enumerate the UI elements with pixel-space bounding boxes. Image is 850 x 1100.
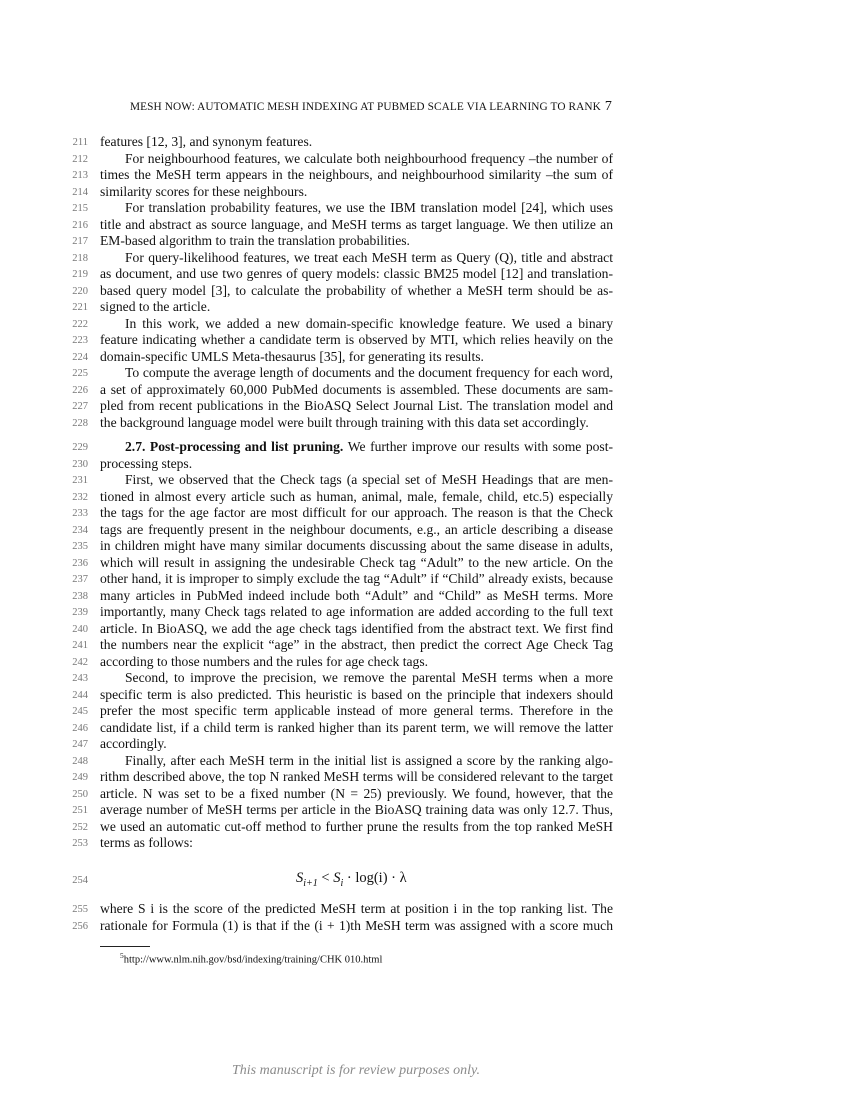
line-body: based query model [3], to calculate the probability of whether a MeSH term should be as- xyxy=(100,282,613,298)
line-number: 233 xyxy=(72,508,88,519)
text-line xyxy=(0,456,850,473)
line-number: 231 xyxy=(72,475,88,486)
line-body: Finally, after each MeSH term in the initial list is assigned a score by the ranking algo- xyxy=(125,752,613,768)
line-number: 227 xyxy=(72,401,88,412)
line-number: 219 xyxy=(72,269,88,280)
text-line xyxy=(0,283,850,300)
line-text xyxy=(100,555,613,572)
line-number: 245 xyxy=(72,706,88,717)
line-text xyxy=(100,439,613,456)
line-text xyxy=(100,200,613,217)
section-heading: 2.7. Post-processing and list pruning. xyxy=(125,439,348,454)
line-body: signed to the article. xyxy=(100,299,211,314)
body-text xyxy=(0,134,850,852)
line-number: 255 xyxy=(72,904,88,915)
text-line xyxy=(0,538,850,555)
text-line xyxy=(0,720,850,737)
text-line xyxy=(0,802,850,819)
line-text xyxy=(100,233,613,250)
line-number: 212 xyxy=(72,153,88,165)
line-body: many articles in PubMed indeed include both “Adult” and “Child” as MeSH terms. More xyxy=(100,587,613,603)
line-number: 251 xyxy=(72,805,88,816)
text-line xyxy=(0,332,850,349)
footnote-url: http://www.nlm.nih.gov/bsd/indexing/training/CHK 010.html xyxy=(123,954,383,966)
line-text xyxy=(100,415,613,432)
text-line xyxy=(0,604,850,621)
line-number: 248 xyxy=(72,755,88,767)
line-text xyxy=(100,167,613,184)
line-number: 241 xyxy=(72,640,88,651)
text-line xyxy=(0,200,850,217)
line-body: feature indicating whether a candidate term is observed by MTI, which relies heavily on the xyxy=(100,332,613,347)
line-text xyxy=(100,835,613,852)
line-number: 229 xyxy=(72,442,88,453)
text-line xyxy=(0,299,850,316)
running-title: MESH NOW: AUTOMATIC MESH INDEXING AT PUBMED SCALE VIA LEARNING TO RANK xyxy=(130,101,601,113)
line-body: which will result in assigning the undesirable Check tag “Adult” to the new article. On the xyxy=(100,554,613,570)
line-number: 232 xyxy=(72,491,88,503)
line-body: prefer the most specific term applicable instead of more general terms. Therefore in the xyxy=(100,703,613,718)
running-header xyxy=(130,101,612,113)
line-body: average number of MeSH terms per article in the BioASQ training data was only 12.7. Thus, xyxy=(100,802,613,817)
body-text-tail xyxy=(0,901,850,934)
text-line xyxy=(0,835,850,852)
line-body: importantly, many Check tags related to age information are added according to the full text xyxy=(100,604,613,619)
text-line xyxy=(0,637,850,654)
line-text xyxy=(100,398,613,415)
line-text xyxy=(100,786,613,803)
text-line xyxy=(0,415,850,432)
line-number: 243 xyxy=(72,673,88,684)
line-number: 238 xyxy=(72,590,88,602)
line-body: the numbers near the explicit “age” in the abstract, then predict the correct Age Check Tag xyxy=(100,637,613,652)
line-body: accordingly. xyxy=(100,736,167,751)
footnote-mark: 5 xyxy=(120,951,124,960)
text-line xyxy=(0,769,850,786)
line-number: 234 xyxy=(72,524,88,536)
text-line xyxy=(0,266,850,283)
line-text xyxy=(100,456,613,473)
line-number: 246 xyxy=(72,722,88,734)
line-body: as document, and use two genres of query models: classic BM25 model [12] and translation- xyxy=(100,266,613,281)
line-text xyxy=(100,522,613,539)
line-text xyxy=(100,316,613,333)
line-number: 252 xyxy=(72,821,88,833)
line-text xyxy=(100,720,613,737)
line-text xyxy=(100,819,613,836)
line-body: the background language model were built through training with this data set accordingly. xyxy=(100,414,589,430)
line-body: the tags for the age factor are most difficult for our approach. The reason is that the Check xyxy=(100,505,613,520)
line-body: rationale for Formula (1) is that if the (i + 1)th MeSH term was assigned with a score much xyxy=(100,917,613,933)
line-text xyxy=(100,299,613,316)
line-text xyxy=(100,538,613,555)
equation-line xyxy=(0,870,850,890)
line-text xyxy=(100,654,613,671)
line-body: We further improve our results with some post- xyxy=(347,439,614,454)
line-number: 237 xyxy=(72,574,88,585)
line-text xyxy=(100,505,613,522)
line-text xyxy=(100,489,613,506)
line-text xyxy=(100,637,613,654)
equation: $S_{i+1} < S_i \cdot \log(i) \cdot \lambda$ xyxy=(296,870,407,889)
footnote xyxy=(120,951,382,966)
line-number: 250 xyxy=(72,788,88,800)
line-text xyxy=(100,184,613,201)
text-line xyxy=(0,184,850,201)
line-body: For neighbourhood features, we calculate both neighbourhood frequency –the number of xyxy=(125,150,613,166)
text-line xyxy=(0,621,850,638)
line-number: 247 xyxy=(72,739,88,750)
text-line xyxy=(0,901,850,918)
line-number: 218 xyxy=(72,252,88,264)
text-line xyxy=(0,217,850,234)
text-line xyxy=(0,316,850,333)
line-text xyxy=(100,217,613,234)
line-number: 240 xyxy=(72,623,88,635)
line-body: similarity scores for these neighbours. xyxy=(100,183,308,199)
line-number: 239 xyxy=(72,607,88,618)
line-body: tags are frequently present in the neighbour documents, e.g., an article describing a disease xyxy=(100,521,613,537)
line-text xyxy=(100,588,613,605)
line-number: 253 xyxy=(72,838,88,849)
text-line xyxy=(0,167,850,184)
line-number: 244 xyxy=(72,689,88,701)
text-line xyxy=(0,233,850,250)
line-number: 236 xyxy=(72,557,88,569)
line-text xyxy=(100,571,613,588)
line-number: 249 xyxy=(72,772,88,783)
line-number: 215 xyxy=(72,203,88,214)
line-body: in children might have many similar documents discussing about the same disease in adults, xyxy=(100,538,613,553)
text-line xyxy=(0,151,850,168)
line-number: 228 xyxy=(72,417,88,429)
line-number: 213 xyxy=(72,170,88,181)
line-text xyxy=(100,266,613,283)
line-number: 254 xyxy=(72,875,88,886)
line-body: we used an automatic cut-off method to further prune the results from the top ranked MeSH xyxy=(100,818,613,834)
line-body: title and abstract as source language, and MeSH terms as target language. We then utilize an xyxy=(100,216,613,232)
line-body: To compute the average length of documents and the document frequency for each word, xyxy=(125,365,613,380)
text-line xyxy=(0,505,850,522)
line-number: 256 xyxy=(72,920,88,932)
line-body: other hand, it is improper to simply exclude the tag “Adult” if “Child” already exists, because xyxy=(100,571,613,586)
line-number: 242 xyxy=(72,656,88,668)
line-text xyxy=(100,736,613,753)
line-body: terms as follows: xyxy=(100,835,193,850)
line-body: EM-based algorithm to train the translation probabilities. xyxy=(100,233,410,248)
line-number: 224 xyxy=(72,351,88,363)
line-body: times the MeSH term appears in the neighbours, and neighbourhood similarity –the sum of xyxy=(100,167,613,182)
line-text xyxy=(100,134,613,151)
review-notice: This manuscript is for review purposes only. xyxy=(232,1063,480,1078)
text-line xyxy=(0,687,850,704)
line-body: candidate list, if a child term is ranked higher than its parent term, we will remove the latter xyxy=(100,719,613,735)
line-number: 216 xyxy=(72,219,88,231)
line-text xyxy=(100,687,613,704)
line-text xyxy=(100,918,613,935)
line-number: 220 xyxy=(72,285,88,297)
text-line xyxy=(0,588,850,605)
line-text xyxy=(100,332,613,349)
line-text xyxy=(100,802,613,819)
line-text xyxy=(100,901,613,918)
line-text xyxy=(100,621,613,638)
line-number: 222 xyxy=(72,318,88,330)
footnote-rule xyxy=(100,946,150,947)
line-number: 225 xyxy=(72,368,88,379)
text-line xyxy=(0,489,850,506)
line-body: First, we observed that the Check tags (a special set of MeSH Headings that are men- xyxy=(125,472,613,487)
line-text xyxy=(100,604,613,621)
text-line xyxy=(0,670,850,687)
text-line xyxy=(0,819,850,836)
line-body: For translation probability features, we use the IBM translation model [24], which uses xyxy=(125,200,613,215)
line-text xyxy=(100,769,613,786)
line-number: 217 xyxy=(72,236,88,247)
line-body: Second, to improve the precision, we remove the parental MeSH terms when a more xyxy=(125,670,613,685)
page-number: 7 xyxy=(604,99,612,114)
line-body: domain-specific UMLS Meta-thesaurus [35], for generating its results. xyxy=(100,348,484,364)
text-line xyxy=(0,786,850,803)
section-gap xyxy=(0,431,850,439)
line-number: 221 xyxy=(72,302,88,313)
line-number: 214 xyxy=(72,186,88,198)
text-line xyxy=(0,918,850,935)
text-line xyxy=(0,703,850,720)
line-text xyxy=(100,703,613,720)
line-text xyxy=(100,670,613,687)
text-line xyxy=(0,736,850,753)
line-text xyxy=(100,753,613,770)
line-number: 223 xyxy=(72,335,88,346)
line-body: features [12, 3], and synonym features. xyxy=(100,134,313,149)
line-number: 211 xyxy=(72,137,88,148)
line-body: a set of approximately 60,000 PubMed documents is assembled. These documents are sam- xyxy=(100,381,613,397)
line-body: specific term is also predicted. This heuristic is based on the principle that indexers should xyxy=(100,686,613,702)
text-line xyxy=(0,753,850,770)
text-line xyxy=(0,398,850,415)
text-line xyxy=(0,555,850,572)
text-line xyxy=(0,654,850,671)
line-text xyxy=(100,283,613,300)
line-body: In this work, we added a new domain-specific knowledge feature. We used a binary xyxy=(125,315,613,331)
text-line xyxy=(0,571,850,588)
line-text xyxy=(100,250,613,267)
line-body: rithm described above, the top N ranked MeSH terms will be considered relevant to the target xyxy=(100,769,613,784)
line-text xyxy=(100,349,613,366)
text-line xyxy=(0,439,850,456)
text-line xyxy=(0,472,850,489)
line-body: according to those numbers and the rules for age check tags. xyxy=(100,653,429,669)
line-body: where S i is the score of the predicted MeSH term at position i in the top ranking list. The xyxy=(100,901,613,916)
line-text xyxy=(100,365,613,382)
line-body: article. N was set to be a fixed number (N = 25) previously. We found, however, that the xyxy=(100,785,613,801)
text-line xyxy=(0,134,850,151)
text-line xyxy=(0,250,850,267)
text-line xyxy=(0,382,850,399)
text-line xyxy=(0,522,850,539)
text-line xyxy=(0,365,850,382)
line-number: 235 xyxy=(72,541,88,552)
text-line xyxy=(0,349,850,366)
line-body: processing steps. xyxy=(100,455,193,471)
line-body: pled from recent publications in the BioASQ Select Journal List. The translation model and xyxy=(100,398,613,413)
line-text xyxy=(100,382,613,399)
line-text xyxy=(100,472,613,489)
line-number: 230 xyxy=(72,458,88,470)
line-body: tioned in almost every article such as human, animal, male, female, child, etc.5) especially xyxy=(100,488,613,504)
line-text xyxy=(100,151,613,168)
line-body: article. In BioASQ, we add the age check tags identified from the abstract text. We first find xyxy=(100,620,613,636)
line-number: 226 xyxy=(72,384,88,396)
line-body: For query-likelihood features, we treat each MeSH term as Query (Q), title and abstract xyxy=(125,249,613,265)
